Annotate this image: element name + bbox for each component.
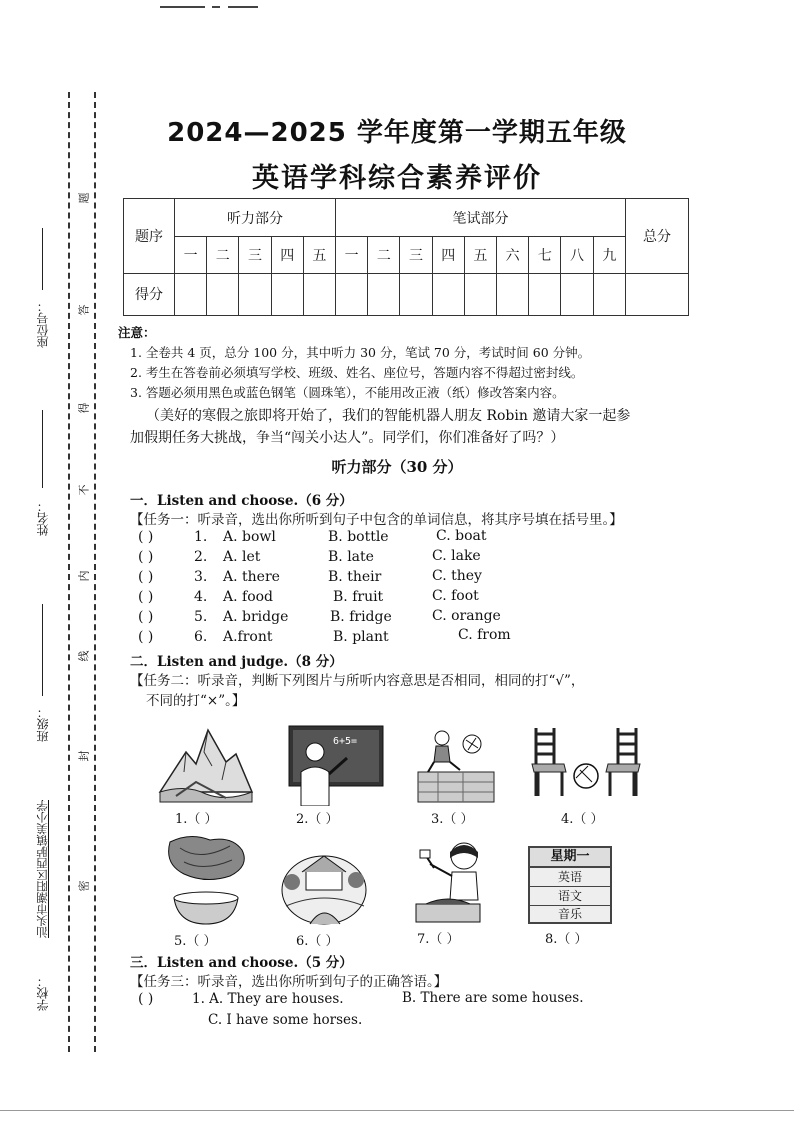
option-b: B. plant <box>333 629 389 645</box>
writing-col: 一 <box>336 237 368 273</box>
seal-line-right <box>94 92 96 1052</box>
section2-task-line2: 不同的打“×”。】 <box>146 693 246 709</box>
score-cell[interactable] <box>303 273 335 315</box>
seat-number-label: 座位号： <box>36 300 50 348</box>
option-c: C. they <box>432 568 482 584</box>
judge-label-2[interactable]: 2.（ ） <box>296 812 339 827</box>
exam-title-line2: 英语学科综合素养评价 <box>252 163 542 194</box>
answer-paren[interactable]: ( ) <box>138 629 154 645</box>
option-b: B. late <box>328 549 374 565</box>
exam-title-line1: 2024—2025 学年度第一学期五年级 <box>167 118 627 148</box>
seal-char: 封 <box>77 750 91 762</box>
writing-part-header: 笔试部分 <box>336 199 626 237</box>
score-cell[interactable] <box>175 273 207 315</box>
option-a: 1. A. They are houses. <box>192 991 344 1007</box>
option-b: B. their <box>328 569 382 585</box>
seal-char: 线 <box>77 650 91 662</box>
writing-col: 二 <box>368 237 400 273</box>
judge-label-3[interactable]: 3.（ ） <box>431 812 474 827</box>
girl-cooking-picture <box>412 834 498 926</box>
score-cell[interactable] <box>432 273 464 315</box>
score-cell[interactable] <box>464 273 496 315</box>
writing-col: 三 <box>400 237 432 273</box>
option-a: A.front <box>223 629 273 645</box>
score-cell[interactable] <box>593 273 625 315</box>
option-c: C. orange <box>432 608 501 624</box>
food-bowl-picture <box>160 832 250 928</box>
option-c: C. from <box>458 627 511 643</box>
item-number: 4. <box>194 589 208 605</box>
answer-paren[interactable]: ( ) <box>138 529 154 545</box>
item-number: 5. <box>194 609 208 625</box>
option-b: B. There are some houses. <box>402 990 584 1006</box>
score-table <box>123 198 689 316</box>
score-cell[interactable] <box>497 273 529 315</box>
blackboard-text: 6+5= <box>333 736 358 747</box>
item-number: 6. <box>194 629 208 645</box>
listening-col: 一 <box>175 237 207 273</box>
option-a: A. let <box>223 549 261 565</box>
writing-col: 五 <box>464 237 496 273</box>
option-b: B. fruit <box>333 589 384 605</box>
option-c: C. I have some horses. <box>208 1012 363 1028</box>
row-header: 题序 <box>124 199 175 274</box>
section2-title: 二．Listen and judge.（8 分） <box>130 654 343 670</box>
listening-col: 四 <box>271 237 303 273</box>
option-b: B. bottle <box>328 529 389 545</box>
writing-col: 七 <box>529 237 561 273</box>
score-cell[interactable] <box>207 273 239 315</box>
listening-heading: 听力部分（30 分） <box>331 458 463 476</box>
option-a: A. bridge <box>223 609 289 625</box>
option-c: C. foot <box>432 588 479 604</box>
score-cell[interactable] <box>529 273 561 315</box>
score-cell[interactable] <box>400 273 432 315</box>
option-c: C. boat <box>436 528 487 544</box>
answer-paren[interactable]: ( ) <box>138 991 154 1007</box>
writing-col: 六 <box>497 237 529 273</box>
item-number: 1. <box>194 529 208 545</box>
option-b: B. fridge <box>330 609 392 625</box>
boy-playing-picture <box>408 722 496 806</box>
judge-label-6[interactable]: 6.（ ） <box>296 934 339 949</box>
scan-mark <box>228 6 258 8</box>
section1-task: 【任务一：听录音，选出你所听到句子中包含的单词信息，将其序号填在括号里。】 <box>130 512 623 528</box>
listening-col: 三 <box>239 237 271 273</box>
school-label: 学校： <box>36 975 50 1011</box>
answer-paren[interactable]: ( ) <box>138 549 154 565</box>
note-item: 1. 全卷共 4 页，总分 100 分，其中听力 30 分，笔试 70 分，考试时间 60 分钟。 <box>130 345 591 360</box>
score-cell[interactable] <box>239 273 271 315</box>
listening-col: 二 <box>207 237 239 273</box>
writing-col: 八 <box>561 237 593 273</box>
schedule-subject: 音乐 <box>557 907 582 921</box>
item-number: 2. <box>194 549 208 565</box>
writing-col: 四 <box>432 237 464 273</box>
name-label: 姓名： <box>36 500 50 536</box>
scan-mark <box>212 6 220 8</box>
intro-line2: 加假期任务大挑战，争当“闯关小达人”。同学们，你们准备好了吗？） <box>130 430 565 446</box>
total-score-cell[interactable] <box>626 273 689 315</box>
schedule-day: 星期一 <box>530 848 610 868</box>
schedule-card-picture <box>528 846 612 924</box>
listening-col: 五 <box>303 237 335 273</box>
seal-line-left <box>68 92 70 1052</box>
section2-task-line1: 【任务二：听录音，判断下列图片与所听内容意思是否相同，相同的打“√”， <box>130 673 585 689</box>
judge-label-4[interactable]: 4.（ ） <box>561 812 604 827</box>
seal-char: 不 <box>77 484 91 496</box>
intro-line1: （美好的寒假之旅即将开始了，我们的智能机器人朋友 Robin 邀请大家一起参 <box>146 408 631 424</box>
score-cell[interactable] <box>561 273 593 315</box>
section1-title: 一．Listen and choose.（6 分） <box>130 493 353 509</box>
item-number: 3. <box>194 569 208 585</box>
note-item: 3. 答题必须用黑色或蓝色钢笔（圆珠笔），不能用改正液（纸）修改答案内容。 <box>130 385 565 400</box>
seal-char: 答 <box>77 304 91 316</box>
section3-title: 三．Listen and choose.（5 分） <box>130 955 353 971</box>
answer-paren[interactable]: ( ) <box>138 569 154 585</box>
mountain-picture <box>156 722 254 806</box>
school-value: 汕头市潮阳区西胪镇美小学 <box>35 800 49 938</box>
judge-label-8[interactable]: 8.（ ） <box>545 932 588 947</box>
town-scene-picture <box>280 846 368 926</box>
class-field[interactable] <box>42 604 43 696</box>
score-row-label: 得分 <box>124 273 175 315</box>
judge-label-5[interactable]: 5.（ ） <box>174 934 217 949</box>
option-a: A. bowl <box>223 529 276 545</box>
listening-part-header: 听力部分 <box>175 199 336 237</box>
option-c: C. lake <box>432 548 481 564</box>
option-a: A. food <box>223 589 274 605</box>
judge-label-7[interactable]: 7.（ ） <box>417 932 460 947</box>
judge-label-1[interactable]: 1.（ ） <box>175 812 218 827</box>
seal-char: 得 <box>77 402 91 414</box>
answer-paren[interactable]: ( ) <box>138 609 154 625</box>
option-a: A. there <box>223 569 280 585</box>
seat-number-field[interactable] <box>42 228 43 290</box>
chairs-ball-picture <box>530 726 642 800</box>
score-cell[interactable] <box>368 273 400 315</box>
class-label: 班级： <box>36 706 50 742</box>
page-bottom-border <box>0 1110 794 1111</box>
seal-char: 密 <box>77 880 91 892</box>
scan-mark <box>160 6 205 8</box>
answer-paren[interactable]: ( ) <box>138 589 154 605</box>
seal-char: 内 <box>77 570 91 582</box>
note-item: 2. 考生在答卷前必须填写学校、班级、姓名、座位号，答题内容不得超过密封线。 <box>130 365 584 380</box>
notes-heading: 注意： <box>118 325 156 340</box>
score-cell[interactable] <box>271 273 303 315</box>
writing-col: 九 <box>593 237 625 273</box>
seal-char: 题 <box>77 192 91 204</box>
schedule-subject: 语文 <box>530 887 610 906</box>
schedule-subject: 英语 <box>530 868 610 887</box>
total-header: 总分 <box>626 199 689 274</box>
teacher-blackboard-picture <box>287 722 385 806</box>
score-cell[interactable] <box>336 273 368 315</box>
section3-task: 【任务三：听录音，选出你所听到句子的正确答语。】 <box>130 974 448 990</box>
